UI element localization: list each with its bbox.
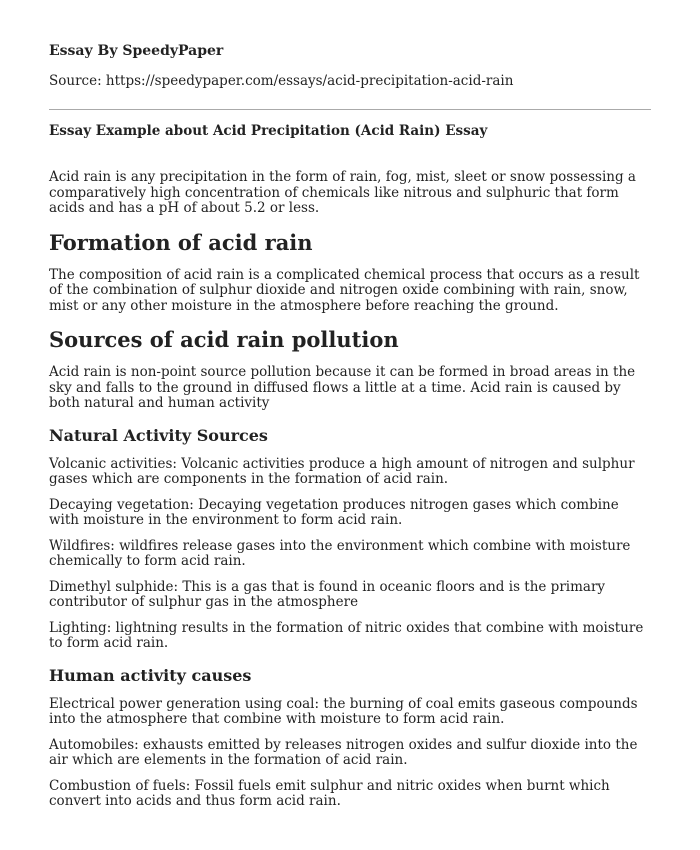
paragraph-volcanic: Volcanic activities: Volcanic activities produce a high amount of nitrogen and sulphur gases which are components in the formation of acid rain. (49, 455, 635, 487)
paragraph-lighting: Lighting: lightning results in the formation of nitric oxides that combine with moisture to form acid rain. (49, 619, 644, 651)
paragraph-sources: Acid rain is non-point source pollution because it can be formed in broad areas in the sky and falls to the ground in diffused flows a little at a time. Acid rain is caused by both natural and human activity (49, 364, 636, 411)
paragraph-wildfires: Wildfires: wildfires release gases into the environment which combine with moisture chemically to form acid rain. (49, 537, 631, 569)
header-divider (49, 109, 651, 110)
paragraph-formation: The composition of acid rain is a complicated chemical process that occurs as a result of the combination of sulphur dioxide and nitrogen oxide combining with rain, snow, mist or any other moisture in the atmosphere before reaching the ground. (49, 266, 640, 314)
paragraph-combustion: Combustion of fuels: Fossil fuels emit sulphur and nitric oxides when burnt which convert into acids and thus form acid rain. (49, 777, 610, 809)
paragraph-decaying-vegetation: Decaying vegetation: Decaying vegetation produces nitrogen gases which combine with moisture in the environment to form acid rain. (49, 496, 619, 528)
section-heading-sources: Sources of acid rain pollution (49, 327, 399, 352)
intro-paragraph: Acid rain is any precipitation in the form of rain, fog, mist, sleet or snow possessing a comparatively high concentration of chemicals like nitrous and sulphuric that form acids and has a pH of about 5.2 or less. (49, 169, 636, 216)
essay-title: Essay Example about Acid Precipitation (Acid Rain) Essay (49, 123, 488, 139)
paragraph-automobiles: Automobiles: exhausts emitted by releases nitrogen oxides and sulfur dioxide into the air which are elements in the formation of acid rain. (49, 736, 638, 768)
paragraph-power-generation: Electrical power generation using coal: the burning of coal emits gaseous compounds into the atmosphere that combine with moisture to form acid rain. (49, 695, 638, 727)
document-header-title: Essay By SpeedyPaper (49, 43, 224, 59)
section-heading-formation: Formation of acid rain (49, 229, 313, 255)
document-source-line: Source: https://speedypaper.com/essays/acid-precipitation-acid-rain (49, 73, 514, 89)
subsection-heading-human: Human activity causes (49, 665, 252, 685)
paragraph-dimethyl-sulphide: Dimethyl sulphide: This is a gas that is found in oceanic floors and is the primary contributor of sulphur gas in the atmosphere (49, 578, 606, 610)
subsection-heading-natural: Natural Activity Sources (49, 425, 268, 445)
